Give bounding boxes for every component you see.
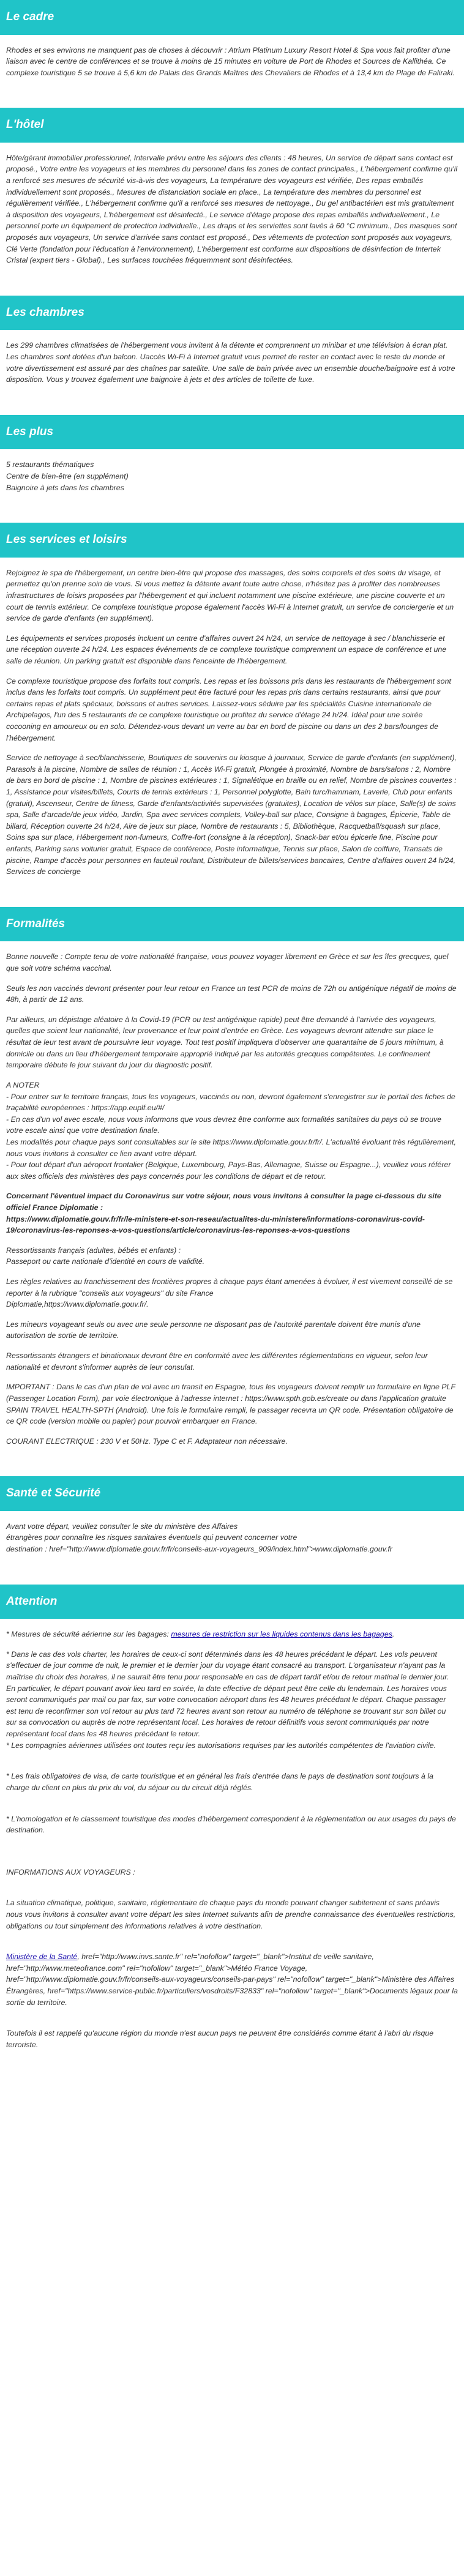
attention-paragraph-6: La situation climatique, politique, sanitaire, réglementaire de chaque pays du monde pouvant changer subitement et sans préavis nous vous invitons à consulter avant votre départ les sites Internet suivants afin de prendre connaissance des éventuelles restrictions, obligations ou tout simplement des informations relatives à votre destination. bbox=[6, 1898, 456, 1930]
attention-paragraph-3: * Les frais obligatoires de visa, de carte touristique et en général les frais d'entrée dans le pays de destination sont toujours à la charge du client en plus du prix du vol, du séjour ou du circuit déjà réglés. bbox=[6, 1772, 434, 1792]
section-hotel bbox=[0, 108, 464, 296]
section-sante bbox=[0, 1476, 464, 1584]
section-header-formalites: Formalités bbox=[0, 907, 464, 942]
formalites-paragraph-8: Les mineurs voyageant seuls ou avec une seule personne ne disposant pas de l'autorité parentale doivent être munis d'une autorisation de sortie de territoire. bbox=[6, 1320, 421, 1340]
formalites-note: A NOTER - Pour entrer sur le territoire français, tous les voyageurs, vaccinés ou non, devront également s'enregistrer sur le portail des fiches de traçabilité européennes : https://app.euplf.eu/#/ - En cas d'un vol avec escale, nous vous informons que vous devrez être conforme aux formalités sanitaires du pays où se trouve votre escale ainsi que votre destination finale. Les modalités pour chaque pays sont consultables sur le site https://www.diplomatie.gouv.fr/fr/. L'actualité évoluant très régulièrement, nous vous invitons à consulter ce lien avant votre départ. - Pour tout départ d'un aéroport frontalier (Belgique, Luxembourg, Pays-Bas, Allemagne, Suisse ou Espagne...), veuillez vous référer aux sites officiels des ministères des pays concernés pour les conditions de départ et de retour. bbox=[6, 1080, 456, 1181]
chambres-paragraph: Les 299 chambres climatisées de l'hébergement vous invitent à la détente et comprennent un minibar et une télévision à écran plat. Les chambres sont dotées d'un balcon. Uaccès Wi-Fi à Internet gratuit vous permet de rester en contact avec le reste du monde et votre divertissement est assuré par des chaînes par satellite. Une salle de bain privée avec un ensemble douche/baignoire est à votre disposition. Vous y trouvez également une baignoire à jets et des articles de toilette de luxe. bbox=[6, 341, 455, 384]
section-header-services: Les services et loisirs bbox=[0, 523, 464, 558]
section-header-cadre: Le cadre bbox=[0, 0, 464, 35]
section-plus bbox=[0, 415, 464, 523]
attention-paragraph-1 bbox=[6, 1629, 458, 1640]
section-header-plus: Les plus bbox=[0, 415, 464, 450]
services-paragraph-2: Les équipements et services proposés incluent un centre d'affaires ouvert 24 h/24, un service de nettoyage à sec / blanchisserie et une réception ouverte 24 h/24. Les espaces événements de ce complexe touristique comprennent un espace de conférence et une salle de réunion. Un parking gratuit est disponible dans l'enceinte de l'hébergement. bbox=[6, 633, 447, 665]
formalites-paragraph-2: Seuls les non vaccinés devront présenter pour leur retour en France un test PCR de moins de 72h ou antigénique négatif de moins de 48h, à partir de 12 ans. bbox=[6, 984, 457, 1004]
formalites-paragraph-6: Ressortissants français (adultes, bébés et enfants) : Passeport ou carte nationale d'identité en cours de validité. bbox=[6, 1245, 205, 1266]
section-header-chambres: Les chambres bbox=[0, 296, 464, 330]
plus-list: 5 restaurants thématiques Centre de bien-être (en supplément) Baignoire à jets dans les chambres bbox=[6, 460, 129, 492]
services-paragraph-3: Ce complexe touristique propose des forfaits tout compris. Les repas et les boissons pris dans les restaurants de l'hébergement sont inclus dans les forfaits tout compris. Un supplément peut être facturé pour les repas pris dans certains restaurants, ainsi que pour certains repas et plats spéciaux, boissons et autres services. Laissez-vous séduire par les spécialités Cuisine internationale de Archipelagos, l'un des 5 restaurants de ce complexe touristique ou profitez du service d'étage 24 h/24. Idéal pour une soirée cocooning en amoureux ou en solo. Détendez-vous devant un verre au bar en bord de piscine ou dans un des 2 bars/lounges de l'hébergement. bbox=[6, 676, 451, 742]
section-services bbox=[0, 523, 464, 907]
section-cadre bbox=[0, 0, 464, 108]
formalites-paragraph-10: IMPORTANT : Dans le cas d'un plan de vol avec un transit en Espagne, tous les voyageurs doivent remplir un formulaire en ligne PLF (Passenger Location Form), par voie électronique à l'adresse internet : https://www.spth.gob.es/create ou dans l'application gratuite SPAIN TRAVEL HEALTH-SPTH (Android). Une fois le formulaire rempli, le passager recevra un QR code. Présentation obligatoire de ce QR code (version mobile ou papier) pour pouvoir embarquer en France. bbox=[6, 1383, 455, 1426]
attention-paragraph-8: Toutefois il est rappelé qu'aucune région du monde n'est aucun pays ne peuvent être considérés comme étant à l'abri du risque terroriste. bbox=[6, 2029, 434, 2049]
section-header-attention: Attention bbox=[0, 1585, 464, 1619]
attention-prefix: * Mesures de sécurité aérienne sur les bagages: bbox=[6, 1630, 171, 1639]
liquid-restrictions-link[interactable]: mesures de restriction sur les liquides contenus dans les bagages bbox=[171, 1630, 392, 1639]
hotel-paragraph: Hôte/gérant immobilier professionnel, Intervalle prévu entre les séjours des clients : 48 heures, Un service de départ sans contact est proposé., Votre entre les voyageurs et les membres du personnel dans les zones de contact principales., L'hébergement confirme qu'il a renforcé ses mesures de sécurité vis-à-vis des voyageurs, La température des voyageurs est vérifiée, Des repas emballés individuellement sont proposés., Mesures de distanciation sociale en place., La température des membres du personnel est régulièrement vérifiée., L'hébergement confirme qu'il a renforcé ses mesures de nettoyage., Du gel antibactérien est mis gratuitement à disposition des voyageurs, L'hébergement est désinfecté., Le service d'étage propose des repas emballés individuellement., Le personnel porte un équipement de protection individuelle., Les draps et les serviettes sont lavés à 60 °C minimum., Des masques sont proposés aux voyageurs, Un service d'arrivée sans contact est proposé., Des vêtements de protection sont proposés aux voyageurs, Clé Verte (fondation pour l'éducation à l'environnement), L'hébergement est conforme aux dispositions de désinfection de Intertek Cristal (expert tiers - Global)., Les surfaces touchées fréquemment sont désinfectées. bbox=[6, 153, 458, 265]
attention-suffix: . bbox=[392, 1630, 395, 1639]
formalites-coronavirus-link: Concernant l'éventuel impact du Coronavirus sur votre séjour, nous vous invitons à consulter la page ci-dessous du site officiel France Diplomatie : https://www.diplomatie.gouv.fr/fr/le-ministere-et-son-reseau/actualites-du-ministere/informations-coronavirus-covid-19/coronavirus-les-reponses-a-vos-questions/article/coronavirus-les-reponses-a-vos-questions bbox=[6, 1192, 441, 1235]
cadre-paragraph: Rhodes et ses environs ne manquent pas de choses à découvrir : Atrium Platinum Luxury Resort Hotel & Spa vous fait profiter d'une liaison avec le centre de conférences et se trouve à moins de 15 minutes en voiture de Port de Rhodes et Sources de Kallithéa. Ce complexe touristique 5 se trouve à 5,6 km de Palais des Grands Maîtres des Chevaliers de Rhodes et à 13,4 km de Plage de Faliraki. bbox=[6, 45, 455, 77]
formalites-paragraph-3: Par ailleurs, un dépistage aléatoire à la Covid-19 (PCR ou test antigénique rapide) peut être demandé à l'arrivée des voyageurs, quelles que soient leur nationalité, leur provenance et leur point d'entrée en Grèce. Les voyageurs devront attendre sur place le résultat de leur test avant de poursuivre leur voyage. Tout test positif impliquera d'observer une quarantaine de 5 jours minimum, à domicile ou dans un lieu d'hébergement temporaire approprié indiqué par les autorités grecques compétentes. Le confinement temporaire débute le jour suivant du jour du diagnostic positif. bbox=[6, 1015, 444, 1070]
section-attention bbox=[0, 1585, 464, 2080]
formalites-paragraph-1: Bonne nouvelle : Compte tenu de votre nationalité française, vous pouvez voyager librement en Grèce et sur les îles grecques, quel que soit votre schéma vaccinal. bbox=[6, 952, 449, 973]
section-formalites bbox=[0, 907, 464, 1476]
section-header-sante: Santé et Sécurité bbox=[0, 1476, 464, 1511]
formalites-paragraph-9: Ressortissants étrangers et binationaux devront être en conformité avec les différentes réglementations en vigueur, selon leur nationalité et devront s'informer auprès de leur consulat. bbox=[6, 1351, 428, 1372]
attention-paragraph-2: * Dans le cas des vols charter, les horaires de ceux-ci sont déterminés dans les 48 heures précédant le départ. Les vols peuvent s'effectuer de jour comme de nuit, le premier et le dernier jour du voyage étant consacré au transport. L'organisateur n'ayant pas la maîtrise du choix des horaires, il ne saurait être tenu pour responsable en cas de départ tardif et/ou de retour matinal le dernier jour. En particulier, le départ pouvant avoir lieu tard en soirée, la date effective de départ peut être celle du lendemain. Les horaires vous seront communiqués par mail ou par fax, sur votre convocation aéroport dans les 48 heures précédant le départ. Chaque passager est tenu de reconfirmer son vol retour au plus tard 72 heures avant son retour au numéro de téléphone se trouvant sur son billet ou sur sa convocation ou auprès de notre représentant local. Les horaires de retour définitifs vous seront communiqués par notre représentant local dans les 48 heures précédant le retour. * Les compagnies aériennes utilisées ont toutes reçu les autorisations requises par les autorités compétentes de l'aviation civile. bbox=[6, 1649, 449, 1750]
formalites-paragraph-11: COURANT ELECTRIQUE : 230 V et 50Hz. Type C et F. Adaptateur non nécessaire. bbox=[6, 1436, 288, 1446]
services-paragraph-4: Service de nettoyage à sec/blanchisserie, Boutiques de souvenirs ou kiosque à journaux, Service de garde d'enfants (en supplément), Parasols à la piscine, Nombre de salles de réunion : 1, Accès Wi-Fi gratuit, Plongée à proximité, Nombre de bars/salons : 2, Nombre de bars en bord de piscine : 1, Nombre de piscines extérieures : 1, Signalétique en braille ou en relief, Nombre de piscines couvertes : 1, Assistance pour visites/billets, Courts de tennis extérieurs : 1, Personnel polyglotte, Bain turc/hammam, Laverie, Club pour enfants (gratuit), Ascenseur, Centre de fitness, Garde d'enfants/activités supervisées (gratuites), Location de vélos sur place, Salle(s) de soins spa, Salle d'arcade/de jeux vidéo, Jardin, Spa avec services complets, Volley-ball sur place, Consigne à bagages, Épicerie, Table de billard, Réception ouverte 24 h/24, Aire de jeux sur place, Nombre de restaurants : 5, Bibliothèque, Racquetball/squash sur place, Soins spa sur place, Hébergement non-fumeurs, Coffre-fort (consigne à la réception), Snack-bar et/ou épicerie fine, Piscine pour enfants, Parking sans voiturier gratuit, Espace de conférence, Poste informatique, Tennis sur place, Salon de coiffure, Transats de piscine, Rampe d'accès pour personnes en fauteuil roulant, Distributeur de billets/services bancaires, Centre d'affaires ouvert 24 h/24, Services de concierge bbox=[6, 753, 457, 876]
attention-info-heading: INFORMATIONS AUX VOYAGEURS : bbox=[6, 1867, 135, 1876]
services-paragraph-1: Rejoignez le spa de l'hébergement, un centre bien-être qui propose des massages, des soins corporels et des soins du visage, et permettez qu'on prenne soin de vous. Si vous mettez la détente avant toute autre chose, n'hésitez pas à profiter des nombreuses infrastructures de loisirs proposées par l'hébergement et qui incluent notamment une piscine extérieure, une piscine couverte et un court de tennis extérieur. Ce complexe touristique propose également l'accès Wi-Fi à Internet gratuit, un service de conciergerie et un service de garde d'enfants (en supplément). bbox=[6, 568, 454, 623]
attention-paragraph-7 bbox=[6, 1951, 458, 2008]
sante-paragraph: Avant votre départ, veuillez consulter le site du ministère des Affaires étrangères pour connaître les risques sanitaires éventuels qui peuvent concerner votre destination : href="http://www.diplomatie.gouv.fr/fr/conseils-aux-voyageurs_909/index.html">www.diplomatie.gouv.fr bbox=[6, 1521, 392, 1554]
attention-links-text: , href="http://www.invs.sante.fr" rel="nofollow" target="_blank">Institut de veille sanitaire, href="http://www.meteofrance.com" rel="nofollow" target="_blank">Météo France Voyage, href="http://www.diplomatie.gouv.fr/fr/conseils-aux-voyageurs/conseils-par-pays" rel="nofollow" target="_blank">Ministère des Affaires Étrangères, href="https://www.service-public.fr/particuliers/vosdroits/F32833" rel="nofollow" target="_blank">Documents légaux pour la sortie du territoire. bbox=[6, 1952, 458, 2007]
section-chambres bbox=[0, 296, 464, 415]
formalites-paragraph-7: Les règles relatives au franchissement des frontières propres à chaque pays étant amenées à évoluer, il est vivement conseillé de se reporter à la rubrique "conseils aux voyageurs" du site France Diplomatie,https://www.diplomatie.gouv.fr/. bbox=[6, 1277, 453, 1309]
ministere-sante-link[interactable]: Ministère de la Santé bbox=[6, 1952, 78, 1962]
attention-paragraph-4: * L'homologation et le classement touristique des modes d'hébergement correspondent à la réglementation ou aux usages du pays de destination. bbox=[6, 1814, 456, 1835]
section-header-hotel: L'hôtel bbox=[0, 108, 464, 143]
